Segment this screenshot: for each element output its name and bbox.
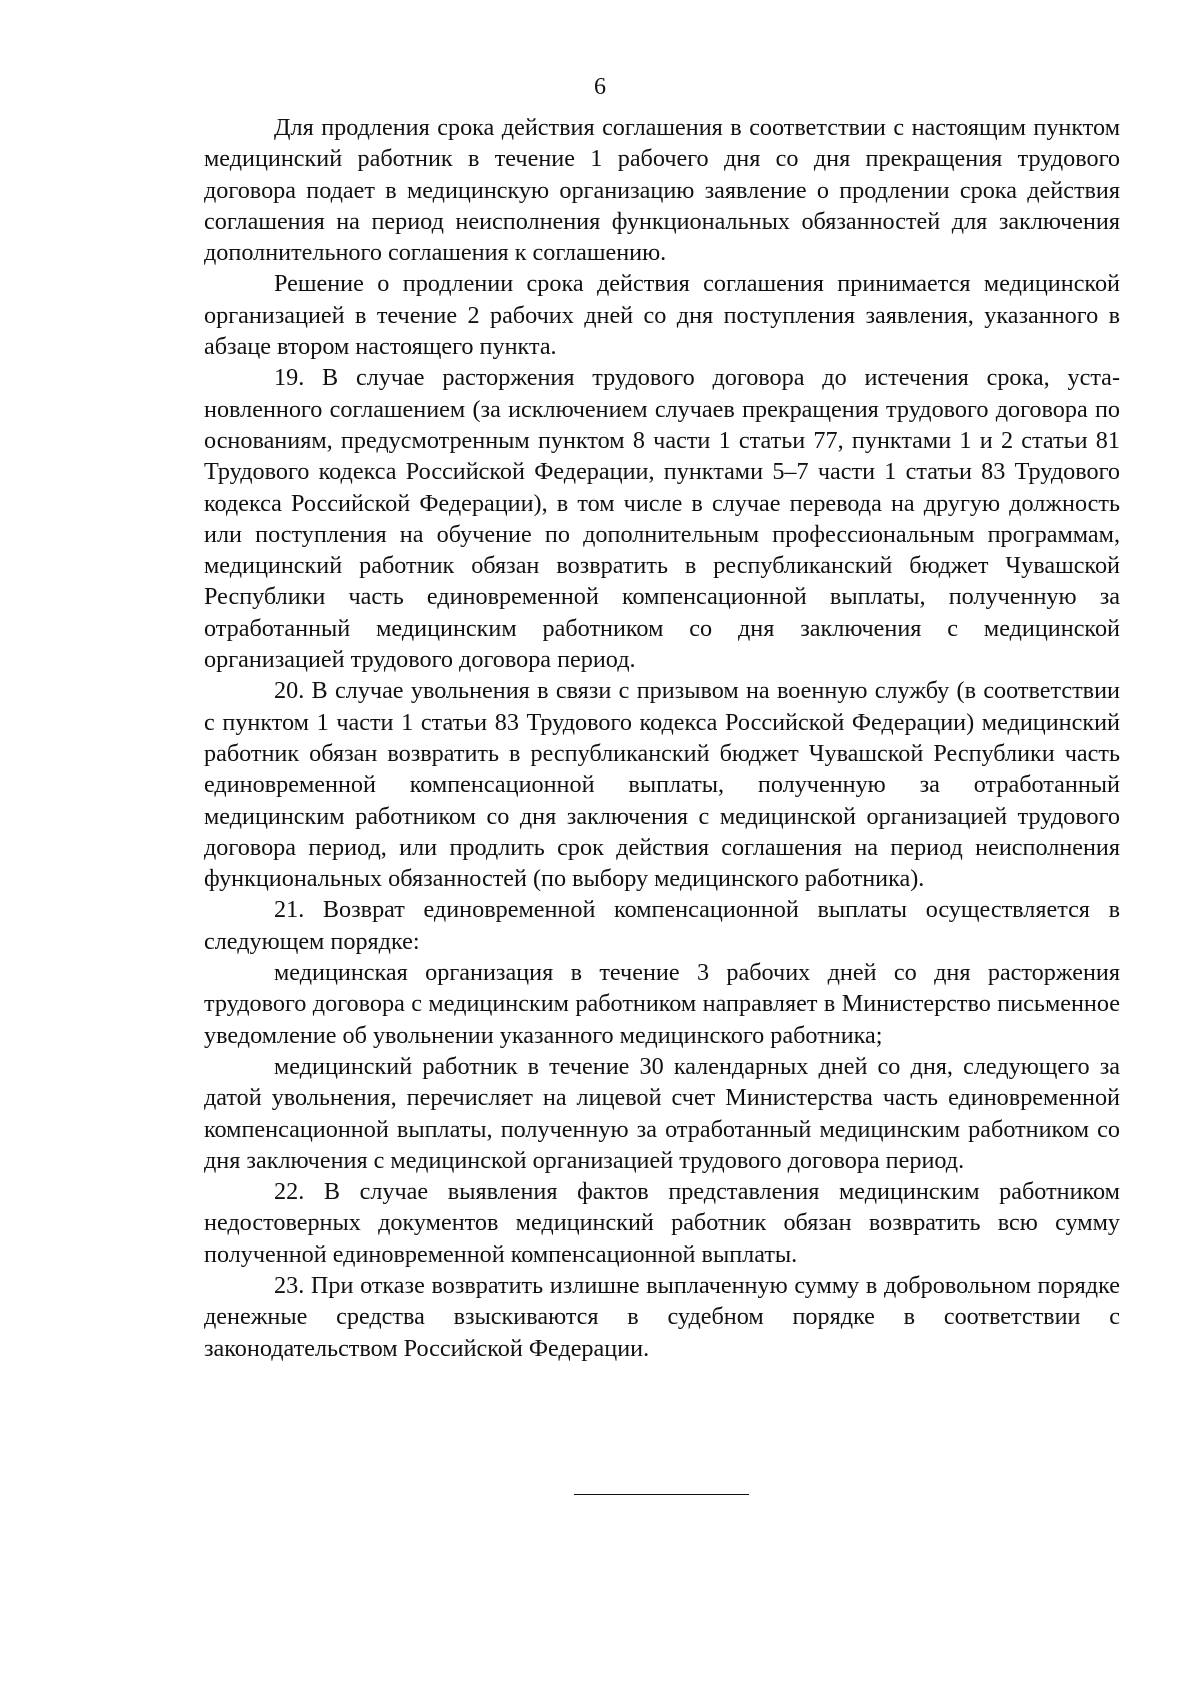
paragraph-19: 19. В случае расторжения трудового договора до истечения срока, установленного соглашением (за исключением случаев прекращения трудового договора по основаниям, предусмотренным пунктом 8 части 1 статьи 77, пунктами 1 и 2 статьи 81 Трудового кодекса Российской Федерации, пунктами 5–7 части 1 статьи 83 Трудового кодекса Российской Федерации), в том числе в случае перевода на другую должность или поступления на обучение по дополнительным профессиональным программам, медицинский работник обязан возвратить в республиканский бюджет Чувашской Республики часть единовременной компенсационной выплаты, полученную за отработанный медицинским работником со дня заключения с медицинской организацией трудового договора период. [204,364,1120,674]
paragraph-extension-decision: Решение о продлении срока действия соглашения принимается медицинской организацией в течение 2 рабочих дней со дня поступления заявления, указанного в абзаце втором настоящего пункта. [204,270,1120,361]
paragraph-23: 23. При отказе возвратить излишне выплаченную сумму в добровольном порядке денежные средства взыскиваются в судебном порядке в соответствии с законодательством Российской Федерации. [204,1271,1120,1362]
paragraph-21-item-2: медицинский работник в течение 30 календарных дней со дня, следующего за датой увольнения, перечисляет на лицевой счет Министерства часть единовременной компенсационной выплаты, полученную за отработанный медицинским работником со дня заключения с медицинской организацией трудового договора период. [204,1052,1120,1174]
paragraph-extension-procedure: Для продления срока действия соглашения в соответствии с настоящим пунктом медицинский работник в течение 1 рабочего дня со дня прекращения трудового договора подает в медицинскую организацию заявление о продлении срока действия соглашения на период неисполнения функциональных обязанностей для заключения дополнительного соглашения к соглашению. [204,114,1120,267]
paragraph-20: 20. В случае увольнения в связи с призывом на военную службу (в соответствии с пунктом 1 части 1 статьи 83 Трудового кодекса Российской Федерации) медицинский работник обязан возвратить в республиканский бюджет Чувашской Республики часть единовременной компенсационной выплаты, полученную за отработанный медицинским работником со дня заключения с медицинской организацией трудового договора период, или продлить срок действия соглашения на период неисполнения функциональных обязанностей (по выбору медицинского работника). [204,677,1120,893]
paragraph-22: 22. В случае выявления фактов представления медицинским работником недостоверных документов медицинский работник обязан возвратить всю сумму полученной единовременной компенсационной выплаты. [204,1178,1120,1268]
end-separator-line [574,1494,749,1495]
document-body [204,112,1120,1364]
paragraph-21-item-1: медицинская организация в течение 3 рабочих дней со дня расторжения трудового договора с медицинским работником направляет в Министерство письменное уведомление об увольнении указанного медицинского работника; [204,959,1120,1049]
paragraph-21: 21. Возврат единовременной компенсационной выплаты осуществляется в следующем порядке: [204,896,1120,955]
page-number: 6 [594,74,606,100]
